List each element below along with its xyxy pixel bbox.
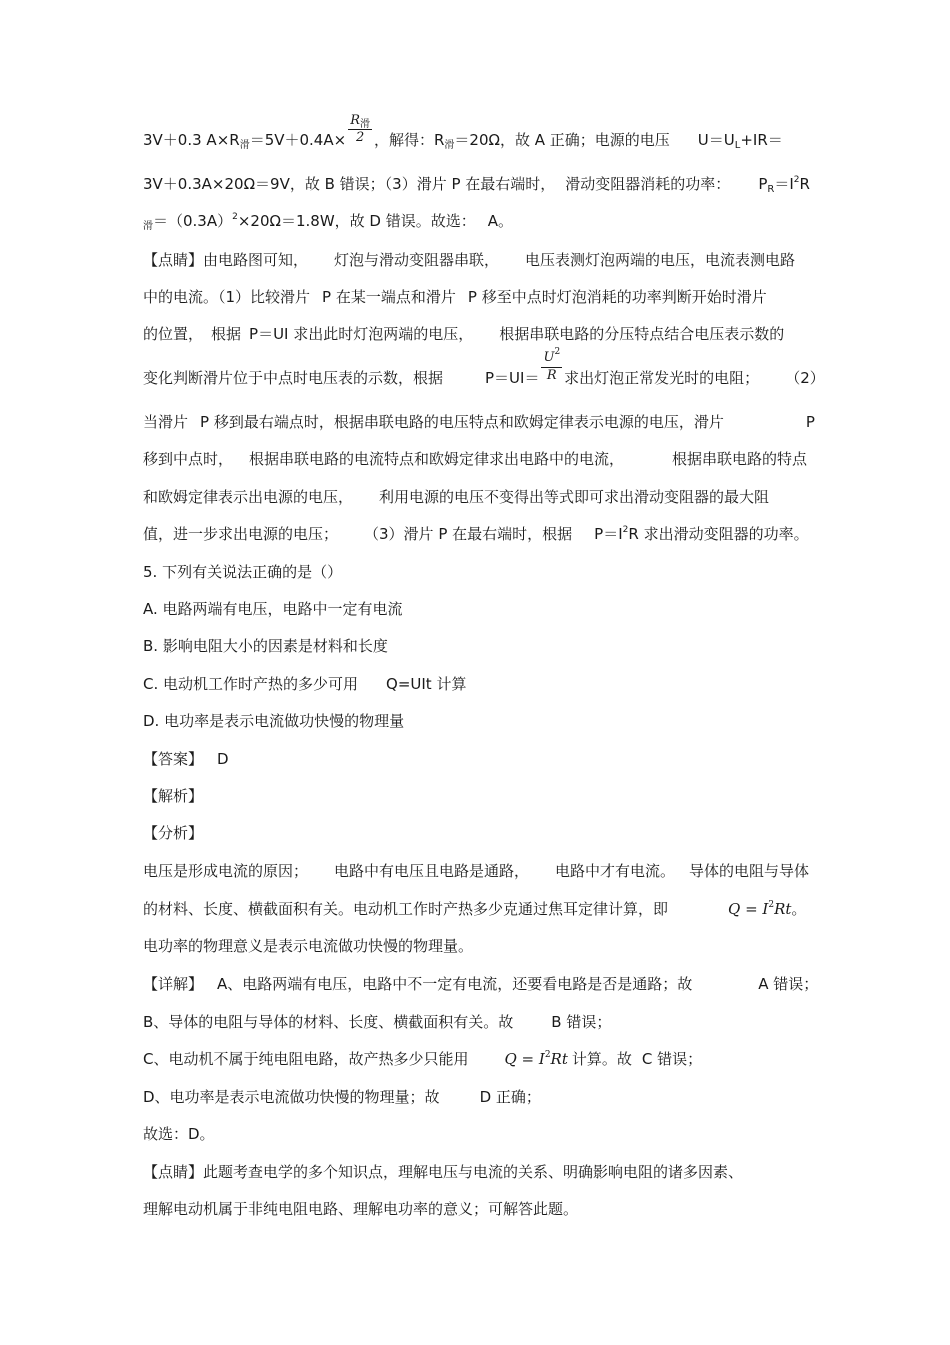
formula-part: Q = I [728, 900, 769, 918]
fraction [348, 113, 372, 145]
fraction [541, 347, 562, 383]
formula [728, 900, 791, 918]
option-a: A. 电路两端有电压，电路中一定有电流 [143, 600, 403, 618]
superscript: 2 [768, 900, 775, 910]
text-fragment: 和欧姆定律表示出电源的电压， [143, 488, 354, 506]
text-line-20 [143, 861, 809, 881]
text-line-4 [143, 250, 795, 270]
text-fragment: 【点睛】由电路图可知， [143, 251, 309, 269]
text-fragment: A 错误； [758, 975, 819, 993]
subscript: R [767, 184, 775, 195]
text-fragment: 计算。故 [571, 1050, 632, 1068]
analysis-heading: 【解析】 [143, 787, 204, 805]
text-fragment: 滑动变阻器消耗的功率： [565, 175, 731, 193]
fraction-numerator [348, 113, 372, 130]
formula [504, 1050, 567, 1068]
text-fragment: C 错误； [641, 1050, 703, 1068]
text-fragment: 的位置， [143, 325, 204, 343]
text-fragment: 电压是形成电流的原因； [143, 862, 309, 880]
answer-value: D [217, 750, 229, 768]
analysis-subheading: 【分析】 [143, 824, 204, 842]
text-line-10 [143, 487, 769, 507]
answer-label: 【答案】 [143, 750, 204, 768]
text-line-9 [143, 449, 807, 469]
text-fragment: ＝20Ω，故 A 正确；电源的电压 [454, 131, 670, 149]
text-fragment: 。 [791, 900, 807, 918]
text-fragment: C. 电动机工作时产热的多少可用 [143, 675, 359, 693]
formula-part: Q = I [504, 1050, 545, 1068]
text-fragment: B 错误； [551, 1013, 612, 1031]
text-fragment: A、电路两端有电压，电路中不一定有电流，还要看电路是否是通路；故 [217, 975, 693, 993]
comment-line-1: 【点睛】此题考查电学的多个知识点，理解电压与电流的关系、明确影响电阻的诸多因素、 [143, 1163, 744, 1181]
text-fragment: 3V＋0.3 A×R [143, 131, 240, 149]
text-fragment: ，解得：R [373, 131, 445, 149]
text-fragment: 当滑片 [143, 413, 189, 431]
text-fragment: D 正确； [479, 1088, 541, 1106]
fraction-numerator-text: U [543, 350, 555, 365]
subscript: L [734, 140, 741, 151]
option-d: D. 电功率是表示电流做功快慢的物理量 [143, 712, 405, 730]
text-fragment: 电路中有电压且电路是通路， [334, 862, 530, 880]
superscript: 2 [232, 212, 238, 222]
text-fragment: 值，进一步求出电源的电压； [143, 525, 339, 543]
text-line-8 [143, 412, 815, 432]
text-fragment: Q=UIt 计算 [386, 675, 467, 693]
subscript: 滑 [143, 221, 153, 232]
text-fragment: 灯泡与滑动变阻器串联， [334, 251, 500, 269]
text-line-2 [143, 174, 810, 197]
text-line-3 [143, 211, 513, 234]
detail-line-a [143, 974, 818, 994]
text-fragment: P＝I [594, 525, 623, 543]
fraction-denominator: R [546, 368, 557, 383]
fraction-denominator: 2 [355, 129, 365, 145]
text-fragment: （2） [785, 369, 825, 387]
text-line-1 [143, 112, 783, 153]
option-b: B. 影响电阻大小的因素是材料和长度 [143, 637, 388, 655]
formula-part: Rt [774, 900, 792, 918]
text-fragment: U＝U [697, 131, 735, 149]
text-fragment: A。 [487, 212, 514, 230]
subscript: 滑 [444, 140, 455, 151]
text-fragment: 变化判断滑片位于中点时电压表的示数，根据 [143, 369, 444, 387]
text-fragment: 导体的电阻与导体 [689, 862, 810, 880]
text-line-22: 电功率的物理意义是表示电流做功快慢的物理量。 [143, 937, 474, 955]
fraction-numerator-text: R [350, 112, 360, 128]
text-fragment: 电压表测灯泡两端的电压，电流表测电路 [525, 251, 796, 269]
text-line-7 [143, 347, 825, 388]
conclusion-line: 故选：D。 [143, 1125, 215, 1143]
detail-label: 【详解】 [143, 975, 204, 993]
text-fragment: 根据串联电路的特点 [672, 450, 808, 468]
text-fragment: 的材料、长度、横截面积有关。电动机工作时产热多少克通过焦耳定律计算，即 [143, 900, 669, 918]
comment-line-2: 理解电动机属于非纯电阻电路、理解电功率的意义；可解答此题。 [143, 1200, 579, 1218]
detail-line-d [143, 1087, 541, 1107]
text-fragment: 根据 [211, 325, 242, 343]
text-line-5 [143, 287, 767, 307]
superscript: 2 [622, 525, 629, 535]
subscript: 滑 [359, 118, 370, 130]
text-fragment: D、电功率是表示电流做功快慢的物理量；故 [143, 1088, 440, 1106]
question-title: 5. 下列有关说法正确的是（） [143, 563, 343, 581]
text-fragment: 移到中点时， [143, 450, 234, 468]
text-fragment: 求出灯泡正常发光时的电阻； [564, 369, 760, 387]
text-fragment: 利用电源的电压不变得出等式即可求出滑动变阻器的最大阻 [379, 488, 770, 506]
detail-line-b [143, 1012, 611, 1032]
text-fragment: ×20Ω＝1.8W，故 D 错误。故选： [237, 212, 476, 230]
superscript: 2 [793, 175, 800, 185]
text-fragment: P [758, 175, 768, 193]
text-fragment: P 在某一端点和滑片 [322, 288, 456, 306]
answer-line [143, 749, 229, 769]
text-fragment: 根据串联电路的电流特点和欧姆定律求出电路中的电流， [249, 450, 625, 468]
text-fragment: P 移到最右端点时，根据串联电路的电压特点和欧姆定律表示电源的电压，滑片 [200, 413, 724, 431]
text-fragment: 中的电流。（1）比较滑片 [143, 288, 311, 306]
text-fragment: ＝I [774, 175, 794, 193]
text-fragment: （3）滑片 P 在最右端时，根据 [364, 525, 573, 543]
text-fragment: 电路中才有电流。 [555, 862, 676, 880]
text-fragment: P＝UI＝ [485, 369, 540, 387]
fraction-numerator [541, 347, 562, 368]
text-fragment: P＝UI 求出此时灯泡两端的电压， [249, 325, 474, 343]
superscript: 2 [544, 1050, 551, 1060]
text-fragment: P 移至中点时灯泡消耗的功率判断开始时滑片 [467, 288, 767, 306]
text-line-21 [143, 899, 806, 922]
text-fragment: R [799, 175, 810, 193]
text-fragment: ＝（0.3A） [153, 212, 233, 230]
superscript: 2 [554, 347, 561, 357]
formula-part: Rt [550, 1050, 568, 1068]
text-line-6 [143, 324, 784, 344]
text-fragment: R 求出滑动变阻器的功率。 [628, 525, 809, 543]
text-fragment: 3V＋0.3A×20Ω＝9V，故 B 错误；（3）滑片 P 在最右端时， [143, 175, 556, 193]
detail-line-c [143, 1049, 702, 1072]
text-fragment: C、电动机不属于纯电阻电路，故产热多少只能用 [143, 1050, 469, 1068]
text-line-11 [143, 524, 809, 547]
text-fragment: B、导体的电阻与导体的材料、长度、横截面积有关。故 [143, 1013, 514, 1031]
text-fragment: +IR＝ [740, 131, 783, 149]
text-fragment: 根据串联电路的分压特点结合电压表示数的 [499, 325, 785, 343]
subscript: 滑 [239, 140, 250, 151]
option-c [143, 674, 466, 694]
text-fragment: P [805, 413, 815, 431]
text-fragment: ＝5V＋0.4A× [249, 131, 347, 149]
